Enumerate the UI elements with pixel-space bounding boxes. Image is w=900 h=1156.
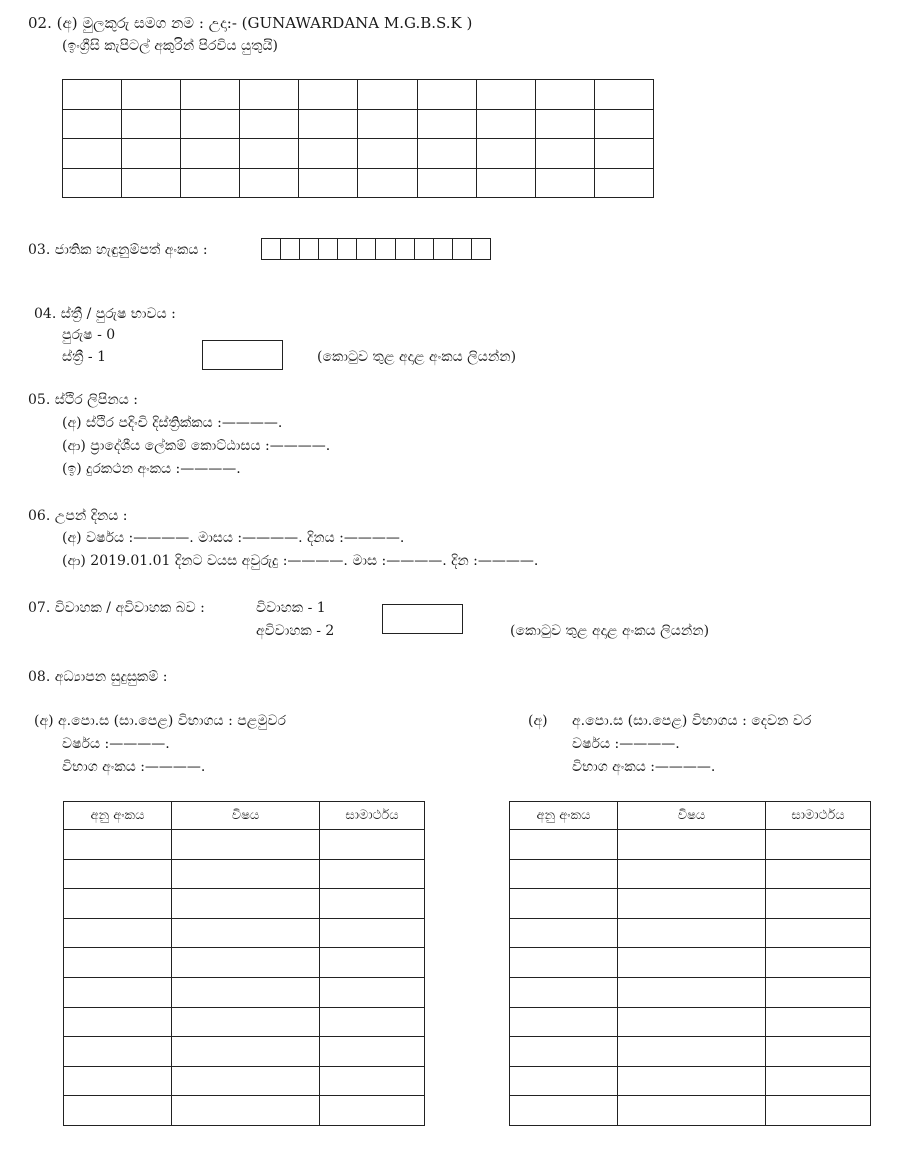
table-row [64, 948, 425, 978]
name-cell[interactable] [476, 109, 535, 139]
name-cell[interactable] [299, 80, 358, 110]
table-cell[interactable] [172, 1096, 320, 1126]
table-cell[interactable] [510, 977, 618, 1007]
table-cell[interactable] [172, 977, 320, 1007]
table-cell[interactable] [320, 889, 425, 919]
table-cell[interactable] [510, 948, 618, 978]
table-cell[interactable] [510, 889, 618, 919]
table-row [64, 1066, 425, 1096]
q04-note: (කොටුව තුළ අදාළ අංකය ලියන්න) [317, 349, 517, 365]
table-cell[interactable] [766, 830, 871, 860]
nic-cell[interactable] [262, 239, 281, 260]
table-cell[interactable] [510, 830, 618, 860]
nic-cell[interactable] [319, 239, 338, 260]
table-cell[interactable] [172, 859, 320, 889]
table-cell[interactable] [510, 859, 618, 889]
table-cell[interactable] [172, 830, 320, 860]
name-cell[interactable] [122, 80, 181, 110]
table-cell[interactable] [766, 1096, 871, 1126]
gender-input-box[interactable] [202, 340, 283, 370]
second-attempt-results-table [509, 801, 871, 1126]
table-cell[interactable] [766, 1007, 871, 1037]
table-row [510, 889, 871, 919]
name-cell[interactable] [476, 168, 535, 198]
table-cell[interactable] [618, 918, 766, 948]
divisional-secretariat-field[interactable]: (ආ) ප්‍රාදේශීය ලේකම් කොට්ඨාසය :————. [62, 438, 331, 454]
table-cell[interactable] [172, 948, 320, 978]
name-cell[interactable] [358, 139, 417, 169]
table-cell[interactable] [64, 977, 172, 1007]
table-row [64, 859, 425, 889]
table-row [510, 830, 871, 860]
table-cell[interactable] [172, 889, 320, 919]
table-row [64, 1096, 425, 1126]
name-cell[interactable] [181, 80, 240, 110]
table-row [64, 1007, 425, 1037]
nic-cell[interactable] [338, 239, 357, 260]
name-cell[interactable] [63, 109, 122, 139]
nic-cell[interactable] [414, 239, 433, 260]
table-cell[interactable] [64, 1066, 172, 1096]
name-cell[interactable] [535, 139, 594, 169]
exam-first-attempt-title: (අ) අ.පො.ස (සා.පෙළ) විභාගය : පළමුවර [34, 713, 286, 729]
table-cell[interactable] [618, 889, 766, 919]
table-cell[interactable] [172, 1007, 320, 1037]
table-cell[interactable] [766, 889, 871, 919]
name-cell[interactable] [417, 80, 476, 110]
table-row [510, 1096, 871, 1126]
table-cell[interactable] [766, 948, 871, 978]
q07-label: 07. විවාහක / අවිවාහක බව : [28, 600, 205, 616]
birth-date-fields[interactable]: (අ) වර්ෂය :————. මාසය :————. දිනය :————. [62, 530, 405, 546]
table-cell[interactable] [64, 1007, 172, 1037]
table-cell[interactable] [510, 1007, 618, 1037]
name-cell[interactable] [417, 168, 476, 198]
nic-cell[interactable] [281, 239, 300, 260]
nic-cell[interactable] [376, 239, 395, 260]
table-cell[interactable] [510, 1066, 618, 1096]
female-option: ස්ත්‍රී - 1 [62, 349, 106, 365]
table-cell[interactable] [64, 918, 172, 948]
table-cell[interactable] [766, 977, 871, 1007]
table-row [64, 889, 425, 919]
table-cell[interactable] [320, 918, 425, 948]
nic-cell[interactable] [433, 239, 452, 260]
married-option: විවාහක - 1 [256, 600, 326, 616]
table-cell[interactable] [766, 1066, 871, 1096]
name-cell[interactable] [240, 80, 299, 110]
name-cell[interactable] [240, 139, 299, 169]
name-cell[interactable] [594, 168, 653, 198]
table-row [510, 918, 871, 948]
table-cell[interactable] [64, 1037, 172, 1067]
table-cell[interactable] [320, 1096, 425, 1126]
first-attempt-results-table [63, 801, 425, 1126]
exam-second-year-field[interactable]: වර්ෂය :————. [572, 736, 680, 752]
name-cell[interactable] [358, 80, 417, 110]
marital-status-input-box[interactable] [382, 604, 463, 634]
name-cell[interactable] [476, 80, 535, 110]
name-cell[interactable] [122, 139, 181, 169]
table-cell[interactable] [618, 1037, 766, 1067]
nic-cell[interactable] [395, 239, 414, 260]
name-cell[interactable] [240, 168, 299, 198]
table-cell[interactable] [320, 1007, 425, 1037]
table-row [510, 977, 871, 1007]
exam-first-index-field[interactable]: විභාග අංකය :————. [62, 759, 206, 775]
q06-label: 06. උපන් දිනය : [28, 508, 128, 524]
name-cell[interactable] [181, 168, 240, 198]
table-row [64, 918, 425, 948]
table-row [510, 1037, 871, 1067]
table-row [510, 1007, 871, 1037]
unmarried-option: අවිවාහක - 2 [256, 623, 335, 639]
name-cell[interactable] [240, 109, 299, 139]
table-cell[interactable] [64, 1096, 172, 1126]
q03-label: 03. ජාතික හැඳුනුම්පත් අංකය : [28, 242, 208, 258]
table-cell[interactable] [510, 1096, 618, 1126]
name-cell[interactable] [63, 168, 122, 198]
name-cell[interactable] [535, 109, 594, 139]
table-cell[interactable] [320, 1037, 425, 1067]
table-cell[interactable] [510, 918, 618, 948]
name-cell[interactable] [299, 168, 358, 198]
name-cell[interactable] [122, 168, 181, 198]
name-cell[interactable] [122, 109, 181, 139]
header-index: අනු අංකය [510, 802, 618, 830]
table-row [64, 977, 425, 1007]
table-cell[interactable] [64, 830, 172, 860]
table-cell[interactable] [64, 889, 172, 919]
name-cell[interactable] [299, 139, 358, 169]
table-cell[interactable] [618, 830, 766, 860]
table-cell[interactable] [320, 948, 425, 978]
name-cell[interactable] [63, 139, 122, 169]
name-cell[interactable] [535, 168, 594, 198]
table-cell[interactable] [320, 859, 425, 889]
table-cell[interactable] [172, 1037, 320, 1067]
table-row [64, 1037, 425, 1067]
age-fields[interactable]: (ආ) 2019.01.01 දිනට වයස අවුරුදු :————. මාස :————. දින :————. [62, 553, 539, 569]
table-row [510, 948, 871, 978]
table-cell[interactable] [64, 859, 172, 889]
header-grade: සාමාර්ථය [320, 802, 425, 830]
name-cell[interactable] [594, 109, 653, 139]
header-index: අනු අංකය [64, 802, 172, 830]
name-cell[interactable] [535, 80, 594, 110]
q04-label: 04. ස්ත්‍රී / පුරුෂ භාවය : [34, 306, 176, 322]
table-row [510, 859, 871, 889]
name-cell[interactable] [181, 139, 240, 169]
table-cell[interactable] [618, 977, 766, 1007]
name-cell[interactable] [63, 80, 122, 110]
name-cell[interactable] [594, 139, 653, 169]
exam-second-index-field[interactable]: විභාග අංකය :————. [572, 759, 716, 775]
name-cell[interactable] [181, 109, 240, 139]
table-cell[interactable] [766, 1037, 871, 1067]
name-cell[interactable] [417, 139, 476, 169]
exam-second-attempt-title: අ.පො.ස (සා.පෙළ) විභාගය : දෙවන වර [572, 713, 812, 729]
table-cell[interactable] [618, 1007, 766, 1037]
nic-number-grid [261, 238, 491, 260]
header-subject: විෂය [618, 802, 766, 830]
table-cell[interactable] [320, 1066, 425, 1096]
table-cell[interactable] [766, 918, 871, 948]
name-letter-grid [62, 79, 654, 198]
exam-second-attempt-prefix: (අ) [528, 713, 548, 729]
table-cell[interactable] [618, 1066, 766, 1096]
q02-instruction: (ඉංග්‍රීසි කැපිටල් අකුරින් පිරවිය යුතුයි) [62, 38, 279, 54]
q05-label: 05. ස්ථිර ලිපිනය : [28, 392, 138, 408]
table-cell[interactable] [172, 1066, 320, 1096]
table-cell[interactable] [320, 977, 425, 1007]
table-cell[interactable] [766, 859, 871, 889]
q02-label: 02. (අ) මුලකුරු සමග නම : උදා:- (GUNAWARDANA M.G.B.S.K ) [28, 14, 473, 32]
table-cell[interactable] [172, 918, 320, 948]
table-cell[interactable] [510, 1037, 618, 1067]
name-cell[interactable] [358, 168, 417, 198]
table-cell[interactable] [618, 948, 766, 978]
name-cell[interactable] [594, 80, 653, 110]
nic-cell[interactable] [471, 239, 490, 260]
table-row [64, 830, 425, 860]
header-subject: විෂය [172, 802, 320, 830]
name-cell[interactable] [476, 139, 535, 169]
district-field[interactable]: (අ) ස්ථිර පදිංචි දිස්ත්‍රික්කය :————. [62, 415, 283, 431]
nic-cell[interactable] [357, 239, 376, 260]
name-cell[interactable] [358, 109, 417, 139]
q07-note: (කොටුව තුළ අදාළ අංකය ලියන්න) [510, 623, 710, 639]
table-row [510, 1066, 871, 1096]
nic-cell[interactable] [300, 239, 319, 260]
table-cell[interactable] [618, 859, 766, 889]
header-grade: සාමාර්ථය [766, 802, 871, 830]
table-cell[interactable] [64, 948, 172, 978]
exam-first-year-field[interactable]: වර්ෂය :————. [62, 736, 170, 752]
table-cell[interactable] [320, 830, 425, 860]
q08-label: 08. අධ්‍යාපන සුදුසුකම් : [28, 669, 168, 685]
nic-cell[interactable] [452, 239, 471, 260]
table-cell[interactable] [618, 1096, 766, 1126]
name-cell[interactable] [299, 109, 358, 139]
phone-field[interactable]: (ඉ) දුරකථන අංකය :————. [62, 461, 241, 477]
male-option: පුරුෂ - 0 [62, 327, 116, 343]
name-cell[interactable] [417, 109, 476, 139]
